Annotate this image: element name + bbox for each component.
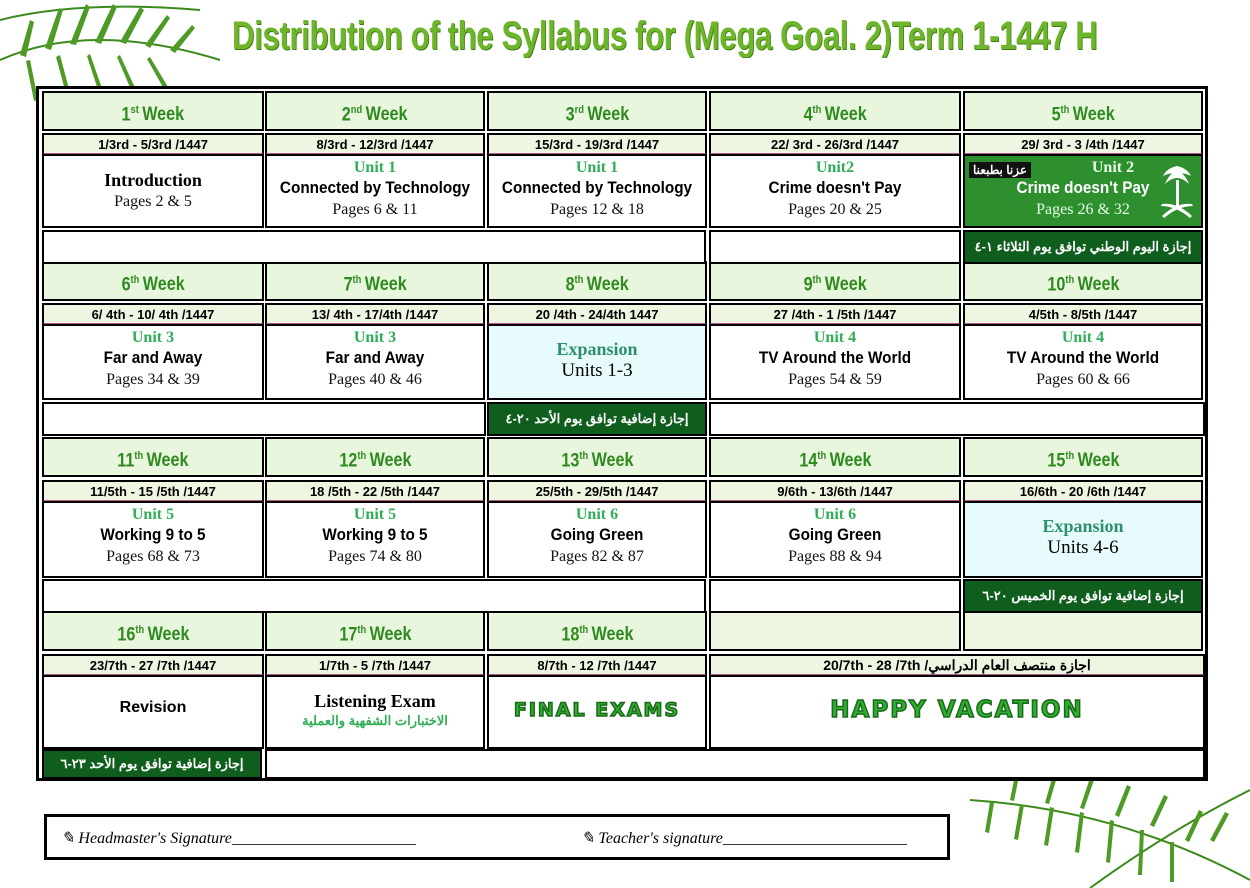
week-content-4	[709, 154, 961, 228]
week-number: 18	[560, 624, 579, 646]
week-label	[343, 263, 406, 301]
week-label	[342, 93, 408, 131]
holiday-row-2-left	[42, 402, 486, 436]
week-number: 6	[121, 274, 131, 296]
holiday-row-4-right	[265, 749, 1205, 779]
listening-exam-title: Listening Exam	[314, 691, 436, 711]
week-suffix: th	[134, 450, 144, 462]
week-label	[799, 439, 871, 477]
week-header-11	[42, 437, 264, 477]
week-label	[117, 439, 188, 477]
pages-range: Pages 12 & 18	[550, 201, 644, 218]
topic-title: Going Green	[550, 525, 644, 544]
topic-title: Working 9 to 5	[322, 525, 428, 544]
holiday-extra-2: إجازة إضافية توافق يوم الخميس ٢٠-٦	[963, 579, 1203, 613]
pages-range: Pages 54 & 59	[788, 371, 882, 388]
week-content-17	[265, 675, 485, 749]
week-header-3	[487, 91, 707, 131]
expansion-title: Expansion	[1042, 516, 1124, 536]
week-dates-2: 8/3rd - 12/3rd /1447	[265, 133, 485, 155]
week-label	[561, 439, 633, 477]
week-content-10	[963, 324, 1203, 400]
week-dates-1: 1/3rd - 5/3rd /1447	[42, 133, 264, 155]
week-header-9	[709, 261, 961, 301]
holiday-row-1-mid	[709, 230, 961, 264]
week-header-8	[487, 261, 707, 301]
headmaster-signature-label: Headmaster's Signature_______________________	[78, 830, 416, 847]
week-number: 17	[338, 624, 357, 646]
week-word: Week	[146, 450, 189, 472]
unit-label: Unit 4	[1061, 329, 1105, 346]
unit-label: Unit 3	[353, 329, 397, 346]
topic-title: TV Around the World	[758, 348, 912, 367]
week-content-14	[709, 501, 961, 578]
week-header-4	[709, 91, 961, 131]
week-content-15	[963, 501, 1203, 578]
week-dates-6: 6/ 4th - 10/ 4th /1447	[42, 303, 264, 325]
unit-label: Unit 6	[813, 506, 857, 523]
week-word: Week	[829, 450, 872, 472]
national-day-badge: عزنا بطبعنا	[969, 162, 1031, 178]
unit-label: Unit 6	[575, 506, 619, 523]
holiday-row-3-mid	[709, 579, 961, 613]
week-word: Week	[1072, 104, 1115, 126]
week-content-13	[487, 501, 707, 578]
week-word: Week	[147, 624, 190, 646]
week-label	[122, 93, 185, 131]
week-label	[565, 93, 629, 131]
week-dates-16: 23/7th - 27 /7th /1447	[42, 654, 264, 676]
week-number: 15	[1046, 450, 1065, 472]
week-content-1	[42, 154, 264, 228]
week-number: 4	[803, 104, 813, 126]
week-header-7	[265, 261, 485, 301]
pages-range: Pages 88 & 94	[788, 548, 882, 565]
week-dates-11: 11/5th - 15 /5th /1447	[42, 480, 264, 502]
week-dates-4: 22/ 3rd - 26/3rd /1447	[709, 133, 961, 155]
week-label	[803, 93, 866, 131]
week-word: Week	[824, 104, 867, 126]
week-dates-15: 16/6th - 20 /6th /1447	[963, 480, 1203, 502]
week-header-6	[42, 261, 264, 301]
palm-leaf-bottom-right	[970, 770, 1250, 888]
week-word: Week	[586, 274, 629, 296]
week-content-16	[42, 675, 264, 749]
pages-range: Pages 68 & 73	[106, 548, 200, 565]
vacation-dates: اجازة منتصف العام الدراسي/ 20/7th - 28 /7th	[709, 654, 1205, 676]
week-header-2	[265, 91, 485, 131]
week-word: Week	[369, 624, 412, 646]
holiday-extra-1: إجازة إضافية توافق يوم الأحد ٢٠-٤	[487, 402, 707, 436]
vacation-cell	[709, 675, 1205, 749]
week-content-6	[42, 324, 264, 400]
week-suffix: rd	[574, 104, 584, 116]
topic-title: Connected by Technology	[279, 178, 471, 197]
week-header-15	[963, 437, 1203, 477]
week-header-empty-2	[963, 611, 1203, 651]
final-exams-title: FINAL EXAMS	[513, 699, 681, 721]
pages-range: Pages 34 & 39	[106, 371, 200, 388]
week-dates-12: 18 /5th - 22 /5th /1447	[265, 480, 485, 502]
week-dates-7: 13/ 4th - 17/4th /1447	[265, 303, 485, 325]
pages-range: Pages 60 & 66	[1036, 371, 1130, 388]
oral-exams-arabic: الاختبارات الشفهية والعملية	[302, 713, 448, 728]
topic-title: Working 9 to 5	[100, 525, 206, 544]
topic-title: Far and Away	[103, 348, 203, 367]
week-word: Week	[142, 274, 185, 296]
holiday-row-2-right	[709, 402, 1205, 436]
week-suffix: th	[574, 274, 584, 286]
week-header-16	[42, 611, 264, 651]
week-dates-3: 15/3rd - 19/3rd /1447	[487, 133, 707, 155]
expansion-title: Expansion	[556, 339, 638, 359]
week-label	[1047, 439, 1119, 477]
week-word: Week	[142, 104, 185, 126]
week-number: 12	[338, 450, 357, 472]
topic-title: Crime doesn't Pay	[1016, 178, 1150, 197]
week-dates-18: 8/7th - 12 /7th /1447	[487, 654, 707, 676]
week-suffix: th	[812, 274, 822, 286]
week-dates-13: 25/5th - 29/5th /1447	[487, 480, 707, 502]
week-word: Week	[1077, 274, 1120, 296]
week-suffix: th	[1064, 450, 1074, 462]
pages-range: Pages 40 & 46	[328, 371, 422, 388]
week-word: Week	[591, 624, 634, 646]
week-header-empty-1	[709, 611, 961, 651]
week-word: Week	[586, 104, 629, 126]
headmaster-signature: ✎ Headmaster's Signature_______________________	[61, 830, 416, 847]
week-suffix: th	[356, 624, 366, 636]
week-dates-5: 29/ 3rd - 3 /4th /1447	[963, 133, 1203, 155]
week-label	[565, 263, 628, 301]
unit-label: Unit 5	[131, 506, 175, 523]
pages-range: Pages 26 & 32	[1036, 201, 1130, 218]
unit-label: Unit 2	[1091, 159, 1135, 176]
week-dates-10: 4/5th - 8/5th /1447	[963, 303, 1203, 325]
pages-range: Pages 2 & 5	[114, 193, 192, 210]
expansion-units: Units 1-3	[561, 360, 633, 381]
week-header-10	[963, 261, 1203, 301]
week-dates-8: 20 /4th - 24/4th 1447	[487, 303, 707, 325]
week-word: Week	[591, 450, 634, 472]
teacher-signature: ✎ Teacher's signature_______________________	[581, 830, 907, 847]
topic-title: TV Around the World	[1006, 348, 1160, 367]
week-suffix: th	[1060, 104, 1070, 116]
happy-vacation-title: HAPPY VACATION	[830, 697, 1084, 723]
week-suffix: th	[812, 104, 822, 116]
teacher-signature-label: Teacher's signature_______________________	[598, 830, 907, 847]
week-content-3	[487, 154, 707, 228]
page-title: Distribution of the Syllabus for (Mega Goal. 2)Term 1-1447 H	[232, 14, 1098, 58]
week-label	[121, 263, 184, 301]
pages-range: Pages 74 & 80	[328, 548, 422, 565]
week-label	[117, 613, 189, 651]
week-number: 9	[803, 274, 813, 296]
week-dates-9: 27 /4th - 1 /5th /1447	[709, 303, 961, 325]
week-number: 10	[1046, 274, 1065, 296]
week-content-2	[265, 154, 485, 228]
week-content-9	[709, 324, 961, 400]
week-label	[561, 613, 633, 651]
unit-label: Unit2	[815, 159, 855, 176]
pages-range: Pages 82 & 87	[550, 548, 644, 565]
unit-label: Unit 1	[353, 159, 397, 176]
holiday-row-3-left	[42, 579, 706, 613]
week-content-5	[963, 154, 1203, 228]
week-word: Week	[365, 104, 408, 126]
week-header-5	[963, 91, 1203, 131]
week-content-12	[265, 501, 485, 578]
week-suffix: th	[816, 450, 826, 462]
week-label	[803, 263, 866, 301]
expansion-units: Units 4-6	[1047, 537, 1119, 558]
week-word: Week	[1077, 450, 1120, 472]
topic-title: Connected by Technology	[501, 178, 693, 197]
week-suffix: nd	[351, 104, 363, 116]
unit-label: Unit 4	[813, 329, 857, 346]
week-dates-17: 1/7th - 5 /7th /1447	[265, 654, 485, 676]
week-suffix: th	[578, 450, 588, 462]
week-suffix: th	[1064, 274, 1074, 286]
week-number: 1	[121, 104, 131, 126]
week-label	[1047, 263, 1119, 301]
week-number: 5	[1051, 104, 1061, 126]
week-suffix: th	[130, 274, 140, 286]
syllabus-table	[36, 86, 1208, 781]
unit-label: Unit 1	[575, 159, 619, 176]
week-header-18	[487, 611, 707, 651]
week-suffix: th	[578, 624, 588, 636]
unit-label: Unit 3	[131, 329, 175, 346]
introduction-title: Introduction	[104, 170, 202, 190]
topic-title: Going Green	[788, 525, 882, 544]
week-content-18	[487, 675, 707, 749]
unit-label: Unit 5	[353, 506, 397, 523]
pages-range: Pages 6 & 11	[332, 201, 418, 218]
week-number: 11	[117, 450, 135, 472]
week-number: 3	[565, 104, 575, 126]
holiday-row-1-left	[42, 230, 706, 264]
week-number: 7	[343, 274, 353, 296]
saudi-emblem-icon	[1159, 162, 1195, 220]
holiday-national-day: إجازة اليوم الوطني توافق يوم الثلاثاء ١-٤	[963, 230, 1203, 264]
week-suffix: th	[134, 624, 144, 636]
week-word: Week	[824, 274, 867, 296]
week-header-17	[265, 611, 485, 651]
week-number: 2	[342, 104, 352, 126]
pages-range: Pages 20 & 25	[788, 201, 882, 218]
holiday-extra-3: إجازة إضافية توافق يوم الأحد ٢٣-٦	[42, 749, 262, 779]
topic-title: Crime doesn't Pay	[768, 178, 902, 197]
week-word: Week	[364, 274, 407, 296]
week-label	[1051, 93, 1114, 131]
week-dates-14: 9/6th - 13/6th /1447	[709, 480, 961, 502]
week-header-12	[265, 437, 485, 477]
week-word: Week	[369, 450, 412, 472]
week-number: 8	[565, 274, 575, 296]
week-header-13	[487, 437, 707, 477]
topic-title: Far and Away	[325, 348, 425, 367]
revision-title: Revision	[119, 699, 187, 716]
week-number: 13	[560, 450, 579, 472]
week-label	[339, 613, 411, 651]
week-content-8	[487, 324, 707, 400]
week-suffix: th	[356, 450, 366, 462]
signature-box	[44, 814, 950, 860]
week-suffix: th	[352, 274, 362, 286]
week-number: 16	[116, 624, 135, 646]
week-header-14	[709, 437, 961, 477]
week-content-11	[42, 501, 264, 578]
week-number: 14	[798, 450, 817, 472]
week-header-1	[42, 91, 264, 131]
week-suffix: st	[130, 104, 140, 116]
week-label	[339, 439, 411, 477]
week-content-7	[265, 324, 485, 400]
